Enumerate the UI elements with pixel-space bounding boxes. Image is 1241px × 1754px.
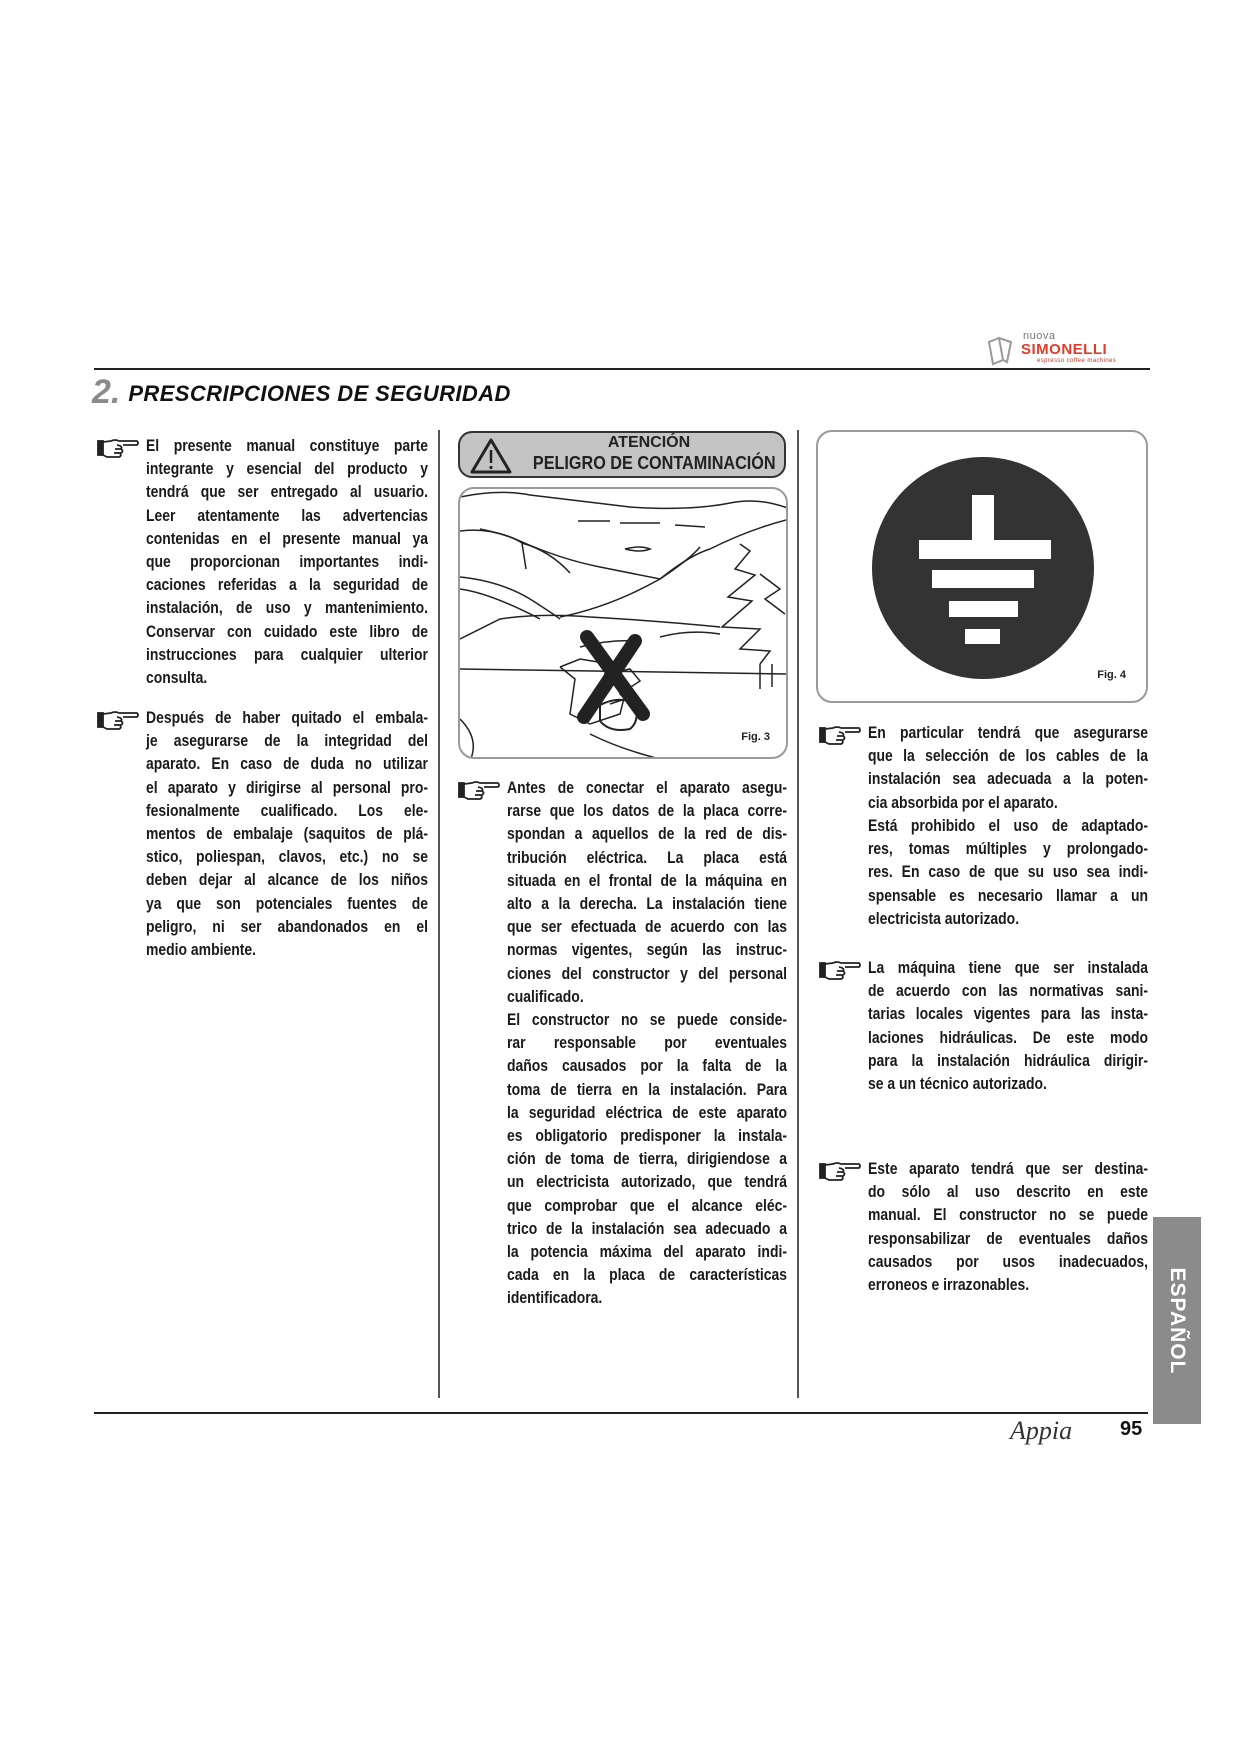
pointing-hand-icon (97, 709, 139, 736)
safety-paragraph (507, 776, 787, 1008)
text-line: la seguridad eléctrica de este aparato (507, 1102, 787, 1122)
text-line: toma de tierra en la instalación. Para (507, 1079, 787, 1099)
text-line: cada en la placa de características (507, 1265, 787, 1285)
landscape-no-littering-illustration (460, 489, 788, 759)
paragraph-text (507, 776, 787, 1008)
text-line: caciones referidas a la seguridad de (146, 575, 428, 595)
text-line: manual. El constructor no se puede (868, 1205, 1148, 1225)
text-line: aparato. En caso de duda no utilizar (146, 754, 428, 774)
paragraph-text (868, 721, 1148, 814)
text-line: la potencia máxima del aparato indi- (507, 1242, 787, 1262)
text-line: se a un técnico autorizado. (868, 1074, 1047, 1094)
text-line: integrante y esencial del producto y (146, 459, 428, 479)
pointing-hand-icon (819, 1160, 861, 1187)
text-line: deben dejar al alcance de los niños (146, 870, 428, 890)
language-tab-label: ESPAÑOL (1166, 1267, 1189, 1374)
text-line: Después de haber quitado el embala- (146, 708, 428, 727)
attention-title: ATENCIÓN (607, 434, 691, 451)
figure-3-label: Fig. 3 (741, 731, 770, 743)
text-line: el aparato y dirigirse al personal pro- (146, 777, 428, 797)
text-line: un electricista autorizado, que tendrá (507, 1172, 787, 1192)
paragraph-text (146, 434, 428, 689)
pointing-hand-icon (97, 437, 139, 464)
text-line: tribución eléctrica. La placa está (507, 847, 787, 867)
text-line: electricista autorizado. (868, 908, 1020, 928)
text-line: La máquina tiene que ser instalada (868, 958, 1148, 977)
text-line: instalación sea adecuada a la poten- (868, 769, 1148, 789)
paragraph-text (868, 956, 1148, 1095)
text-line: Leer atentamente las advertencias (146, 505, 428, 525)
text-line: que comprobar que el alcance eléc- (507, 1195, 787, 1215)
text-line: do sólo al uso descrito en este (868, 1182, 1148, 1202)
paragraph-text (146, 706, 428, 961)
earth-ground-symbol-icon (818, 432, 1148, 703)
footer-rule (94, 1412, 1148, 1414)
text-line: es obligatorio predisponer la instala- (507, 1126, 787, 1146)
nuova-simonelli-logo (985, 332, 1155, 368)
text-line: causados por usos inadecuados, (868, 1251, 1148, 1271)
text-line: situada en el frontal de la máquina en (507, 870, 787, 890)
text-line: peligro, ni ser abandonados en el (146, 916, 428, 936)
paragraph-text (868, 1157, 1148, 1296)
pointing-hand-icon (819, 959, 861, 986)
page-title (92, 373, 511, 412)
safety-paragraph (146, 434, 428, 689)
text-line: Conservar con cuidado este libro de (146, 621, 428, 641)
text-line: tendrá que ser entregado al usuario. (146, 482, 428, 502)
attention-banner (458, 431, 786, 478)
text-line: rar responsable por eventuales (507, 1033, 787, 1053)
text-line: res, tomas múltiples y prolongado- (868, 839, 1148, 859)
column-divider (438, 430, 440, 1398)
attention-subtitle: PELIGRO DE CONTAMINACIÓN (532, 453, 776, 473)
pointing-hand-icon (458, 779, 500, 806)
safety-paragraph (507, 1008, 787, 1310)
text-line: cia absorbida por el aparato. (868, 792, 1058, 812)
text-line: El constructor no se puede conside- (507, 1010, 787, 1029)
section-number: 2. (92, 373, 121, 411)
pointing-hand-icon (819, 724, 861, 751)
text-line: consulta. (146, 668, 208, 688)
text-line: contenidas en el presente manual ya (146, 528, 428, 548)
logo-top-text: nuova (1023, 330, 1056, 342)
text-line: je asegurarse de la integridad del (146, 731, 428, 751)
warning-triangle-icon (470, 438, 512, 474)
logo-mark-icon (985, 336, 1019, 366)
text-line: daños causados por la falta de la (507, 1056, 787, 1076)
text-line: ciones del constructor y del personal (507, 963, 787, 983)
text-line: que la selección de los cables de la (868, 746, 1148, 766)
header-rule (94, 368, 1150, 370)
text-line: stico, poliespan, clavos, etc.) no se (146, 847, 428, 867)
text-line: El presente manual constituye parte (146, 436, 428, 455)
text-line: laciones hidráulicas. De este modo (868, 1027, 1148, 1047)
safety-paragraph (146, 706, 428, 961)
text-line: normas vigentes, según las instruc- (507, 940, 787, 960)
text-line: trico de la instalación sea adecuado a (507, 1218, 787, 1238)
text-line: erroneos e irrazonables. (868, 1275, 1030, 1295)
text-line: medio ambiente. (146, 940, 256, 960)
text-line: que ser efectuada de acuerdo con las (507, 917, 787, 937)
logo-tagline: espresso coffee machines (1037, 358, 1117, 364)
text-line: alto a la derecha. La instalación tiene (507, 894, 787, 914)
safety-paragraph (868, 1157, 1148, 1296)
page-number: 95 (1120, 1418, 1143, 1440)
text-line: responsabilizar de eventuales daños (868, 1228, 1148, 1248)
text-line: fesionalmente cualificado. Los ele- (146, 800, 428, 820)
text-line: tarias locales vigentes para las insta- (868, 1004, 1148, 1024)
safety-paragraph (868, 721, 1148, 814)
logo-brand-text: SIMONELLI (1021, 341, 1108, 358)
text-line: Antes de conectar el aparato asegu- (507, 778, 787, 797)
section-title: PRESCRIPCIONES DE SEGURIDAD (128, 381, 511, 406)
text-line: spensable es necesario llamar a un (868, 885, 1148, 905)
appia-product-logo: Appia (1010, 1416, 1073, 1445)
paragraph-text (507, 1008, 787, 1310)
text-line: Está prohibido el uso de adaptado- (868, 816, 1148, 835)
language-tab (1153, 1217, 1201, 1424)
text-line: Este aparato tendrá que ser destina- (868, 1159, 1148, 1178)
column-divider (797, 430, 799, 1398)
safety-paragraph (868, 956, 1148, 1095)
figure-3 (458, 487, 788, 759)
text-line: instrucciones para cualquier ulterior (146, 644, 428, 664)
figure-4 (816, 430, 1148, 703)
text-line: de acuerdo con las normativas sani- (868, 981, 1148, 1001)
figure-4-label: Fig. 4 (1097, 669, 1126, 681)
text-line: que proporcionan importantes indi- (146, 552, 428, 572)
text-line: instalación, de uso y mantenimiento. (146, 598, 428, 618)
text-line: res. En caso de que su uso sea indi- (868, 862, 1148, 882)
text-line: spondan a aquellos de la red de dis- (507, 824, 787, 844)
text-line: mentos de embalaje (saquitos de plá- (146, 824, 428, 844)
text-line: ción de toma de tierra, dirigiendose a (507, 1149, 787, 1169)
safety-paragraph (868, 814, 1148, 930)
text-line: cualificado. (507, 986, 584, 1006)
text-line: rarse que los datos de la placa corre- (507, 801, 787, 821)
text-line: ya que son potenciales fuentes de (146, 893, 428, 913)
text-line: En particular tendrá que asegurarse (868, 723, 1148, 742)
paragraph-text (868, 814, 1148, 930)
text-line: identificadora. (507, 1288, 603, 1308)
text-line: para la instalación hidráulica dirigir- (868, 1050, 1148, 1070)
